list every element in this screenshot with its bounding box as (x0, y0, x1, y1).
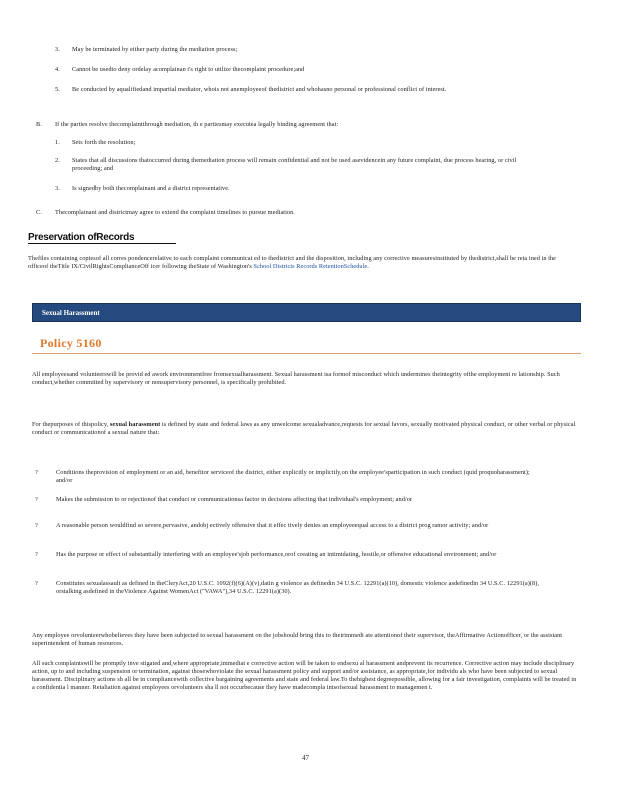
section-banner-label: Sexual Harassment (42, 309, 100, 317)
definition-text: is defined by state and federal laws as any unwelcome sexualadvance,requests for sexual favors, sexually motivated physical conduct, or other verbal or physical conduct or communicationof a sexual nature that: (32, 421, 576, 436)
list-number: 4. (55, 66, 60, 73)
paragraph-text: Thefiles containing copiesof all corres pondencerelative to each complaint communicat ed to thedistrict and the disposition, including any corrective measuresinstituted by thedistrict,shall be reta ined in the officeof theTitle IX/CivilRightsComplianceOff icer following theState of Washington's (28, 255, 557, 270)
section-letter: C. (36, 209, 42, 216)
section-heading: Preservation ofRecords (28, 232, 135, 243)
bullet-mark: ? (35, 580, 38, 587)
section-text: Thecomplainant and districtmay agree to extend the complaint timelines to pursue mediation. (55, 209, 295, 216)
action-paragraph: All such complaintswill be promptly inve stigated and,where appropriate,immediat e corrective action will be taken to endsexu al harassment andprevent its recurrence. Corrective action may include disciplinary action, up to and including suspension or termination, against thosewhoviolate the sexual harassment policy and support and/or assistance, as appropriate,for individu als who have been subjected to sexual harassment. Disciplinary actions sh all be in compliancewith collective bargaining agreements and state and federal law.To thehighest degreepossible, allowing for a fair investigation, complaints will be treated in a confidentia l manner. Retaliation against employees orvolunteers sha ll not occurbecause they have madecompla intsofsexual harassment to managemen t. (32, 660, 577, 691)
list-item (32, 469, 542, 485)
bullet-mark: ? (35, 469, 38, 476)
section-b (36, 121, 575, 129)
list-text: States that all discussions thatoccurred during themediation process will remain confidential and not be used asevidencein any future complaint, due process hearing, or civil proceeding; and (72, 157, 517, 172)
section-c (36, 209, 575, 217)
list-item (32, 496, 542, 504)
list-text: Be conducted by aqualifiedand impartial mediator, whois not anemployeeof thedistrict and whohasno personal or professional conflict of interest. (72, 86, 447, 93)
list-number: 5. (55, 86, 60, 93)
list-number: 2. (55, 157, 60, 164)
preservation-paragraph (28, 255, 576, 271)
bullet-text: A reasonable person wouldfind so severe,pervasive, andobj ectively offensive that it effec tively denies an employeeequal access to a district prog ramor activity; and/or (56, 522, 489, 529)
bullet-mark: ? (35, 551, 38, 558)
list-number: 3. (55, 46, 60, 53)
bullet-text: Makes the submission to or rejectionof that conduct or communicationsa factor in decisions affecting that individual's employment; and/or (56, 496, 413, 503)
intro-paragraph: All employeesand volunteerswill be provid ed awork environmentfree fromsexualharassment. Sexual harassment isa formof misconduct which undermines theintegrity ofthe employment re lationship. Such conduct,whether committed by supervisory or nonsupervisory personnel, is specifically prohibited. (32, 371, 560, 386)
report-paragraph: Any employee orvolunteerwhobelieves they have been subjected to sexual harassment on the jobshould bring this to theirimmedi ate attentionof their supervisor, theAffirmative Actionofficer, or the assistant superintendent of human resources. (32, 632, 563, 647)
bullet-mark: ? (35, 522, 38, 529)
list-item (55, 46, 542, 54)
bullet-text: Conditions theprovision of employment or an aid, benefitor serviceof the district, either explicitly or implicitly,on the employee'sparticipation in such conduct (quid proquoharassment); and/or (56, 469, 530, 484)
policy-divider (32, 353, 581, 354)
list-item (55, 157, 542, 173)
paragraph-text-end: . (367, 263, 369, 270)
list-text: May be terminated by either party during the mediation process; (72, 46, 238, 53)
list-number: 1. (55, 139, 60, 146)
definition-paragraph (32, 421, 580, 437)
bullet-text: Constitutes sexualassault as defined in theCleryAct,20 U.S.C. 1092(f)(6)(A)(v),datin g violence as definedin 34 U.S.C. 12291(a)(10), domestic violence asdefinedin 34 U.S.C. 12291(a)(8), orstalking asdefined in theViolence Against WomenAct ("VAWA"),34 U.S.C. 12291(a)(30). (56, 580, 539, 595)
list-item (55, 66, 542, 74)
list-item (55, 185, 542, 193)
definition-text: For thepurposes of thispolicy, (32, 421, 109, 428)
bullet-text: Has the purpose or effect of substantially interfering with an employee'sjob performance,orof creating an intimidating, hostile,or offensive educational environment; and/or (56, 551, 497, 558)
section-letter: B. (36, 121, 42, 128)
bullet-mark: ? (35, 496, 38, 503)
heading-underline (28, 243, 176, 244)
list-text: Is signedby both thecomplainant and a district representative. (72, 185, 230, 192)
list-item (32, 522, 542, 530)
list-item (32, 551, 542, 559)
list-item (55, 139, 542, 147)
page-number: 47 (302, 754, 309, 762)
list-text: Cannot be usedto deny ordelay acomplainan t's right to utilize thecomplaint procedure;and (72, 66, 305, 73)
policy-title: Policy 5160 (40, 336, 102, 350)
section-text: If the parties resolve thecomplaintthrough mediation, th e partiesmay executea legally binding agreement that: (55, 121, 339, 128)
defined-term: sexual harassment (109, 421, 161, 428)
list-number: 3. (55, 185, 60, 192)
list-item (32, 580, 542, 596)
list-text: Sets forth the resolution; (72, 139, 136, 146)
list-item (55, 86, 542, 94)
section-banner (32, 303, 581, 322)
records-retention-link[interactable]: School Districts Records RetentionSchedule (253, 263, 368, 270)
